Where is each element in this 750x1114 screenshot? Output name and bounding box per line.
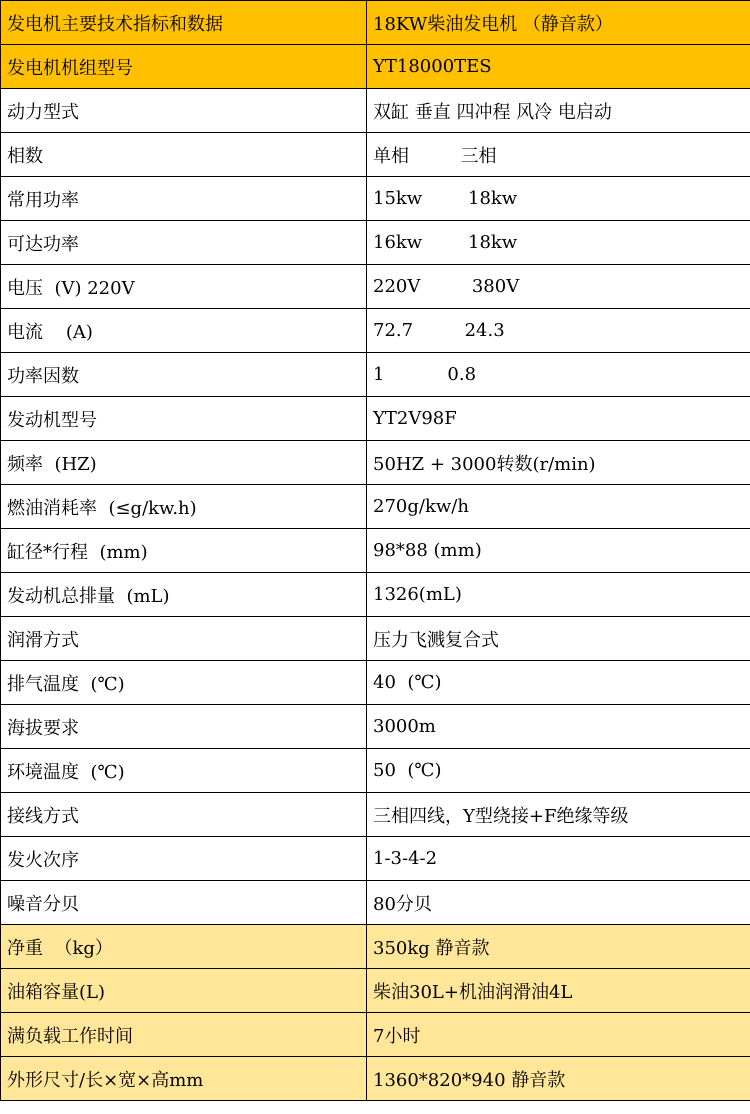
spec-value: 3000m	[367, 705, 750, 749]
spec-value: 18KW柴油发电机 （静音款）	[367, 1, 750, 45]
table-row	[1, 705, 750, 749]
spec-value: YT2V98F	[367, 397, 750, 441]
spec-value: 72.7 24.3	[367, 309, 750, 353]
spec-label: 净重 （kg）	[1, 925, 367, 969]
spec-label: 油箱容量(L)	[1, 969, 367, 1013]
spec-value: 单相 三相	[367, 133, 750, 177]
spec-label: 排气温度 (℃)	[1, 661, 367, 705]
spec-value: 16kw 18kw	[367, 221, 750, 265]
spec-value: 15kw 18kw	[367, 177, 750, 221]
spec-value: 50 (℃)	[367, 749, 750, 793]
spec-label: 海拔要求	[1, 705, 367, 749]
spec-label: 相数	[1, 133, 367, 177]
spec-label: 润滑方式	[1, 617, 367, 661]
spec-value: 双缸 垂直 四冲程 风冷 电启动	[367, 89, 750, 133]
table-row	[1, 749, 750, 793]
table-row	[1, 45, 750, 89]
table-row	[1, 969, 750, 1013]
spec-label: 噪音分贝	[1, 881, 367, 925]
table-row	[1, 309, 750, 353]
spec-label: 动力型式	[1, 89, 367, 133]
spec-value: 1-3-4-2	[367, 837, 750, 881]
spec-value: 三相四线，Y型绕接+F绝缘等级	[367, 793, 750, 837]
spec-label: 发动机型号	[1, 397, 367, 441]
spec-value: 80分贝	[367, 881, 750, 925]
spec-label: 环境温度 (℃)	[1, 749, 367, 793]
spec-label: 外形尺寸/长×宽×高mm	[1, 1057, 367, 1101]
table-row	[1, 617, 750, 661]
spec-label: 缸径*行程 (mm)	[1, 529, 367, 573]
table-row	[1, 353, 750, 397]
spec-value: 1326(mL)	[367, 573, 750, 617]
table-row	[1, 1, 750, 45]
spec-label: 常用功率	[1, 177, 367, 221]
spec-value: 7小时	[367, 1013, 750, 1057]
spec-label: 频率 (HZ)	[1, 441, 367, 485]
table-row	[1, 485, 750, 529]
table-row	[1, 837, 750, 881]
spec-value: YT18000TES	[367, 45, 750, 89]
table-row	[1, 793, 750, 837]
spec-value: 220V 380V	[367, 265, 750, 309]
spec-label: 功率因数	[1, 353, 367, 397]
spec-label: 燃油消耗率 (≤g/kw.h)	[1, 485, 367, 529]
spec-label: 发电机主要技术指标和数据	[1, 1, 367, 45]
spec-label: 发火次序	[1, 837, 367, 881]
table-row	[1, 221, 750, 265]
table-row	[1, 133, 750, 177]
spec-label: 发动机总排量 (mL)	[1, 573, 367, 617]
spec-label: 电流 (A)	[1, 309, 367, 353]
spec-value: 270g/kw/h	[367, 485, 750, 529]
spec-value: 40 (℃)	[367, 661, 750, 705]
spec-value: 压力飞溅复合式	[367, 617, 750, 661]
table-row	[1, 265, 750, 309]
table-row	[1, 397, 750, 441]
spec-value: 柴油30L+机油润滑油4L	[367, 969, 750, 1013]
table-row	[1, 529, 750, 573]
spec-value: 1 0.8	[367, 353, 750, 397]
spec-label: 可达功率	[1, 221, 367, 265]
spec-label: 电压 (V) 220V	[1, 265, 367, 309]
table-row	[1, 89, 750, 133]
spec-label: 发电机机组型号	[1, 45, 367, 89]
spec-value: 1360*820*940 静音款	[367, 1057, 750, 1101]
table-row	[1, 661, 750, 705]
spec-label: 接线方式	[1, 793, 367, 837]
spec-value: 350kg 静音款	[367, 925, 750, 969]
table-row	[1, 573, 750, 617]
spec-value: 50HZ + 3000转数(r/min)	[367, 441, 750, 485]
table-row	[1, 1013, 750, 1057]
table-row	[1, 881, 750, 925]
table-row	[1, 1057, 750, 1101]
spec-value: 98*88 (mm)	[367, 529, 750, 573]
spec-label: 满负载工作时间	[1, 1013, 367, 1057]
table-row	[1, 441, 750, 485]
table-row	[1, 925, 750, 969]
table-row	[1, 177, 750, 221]
